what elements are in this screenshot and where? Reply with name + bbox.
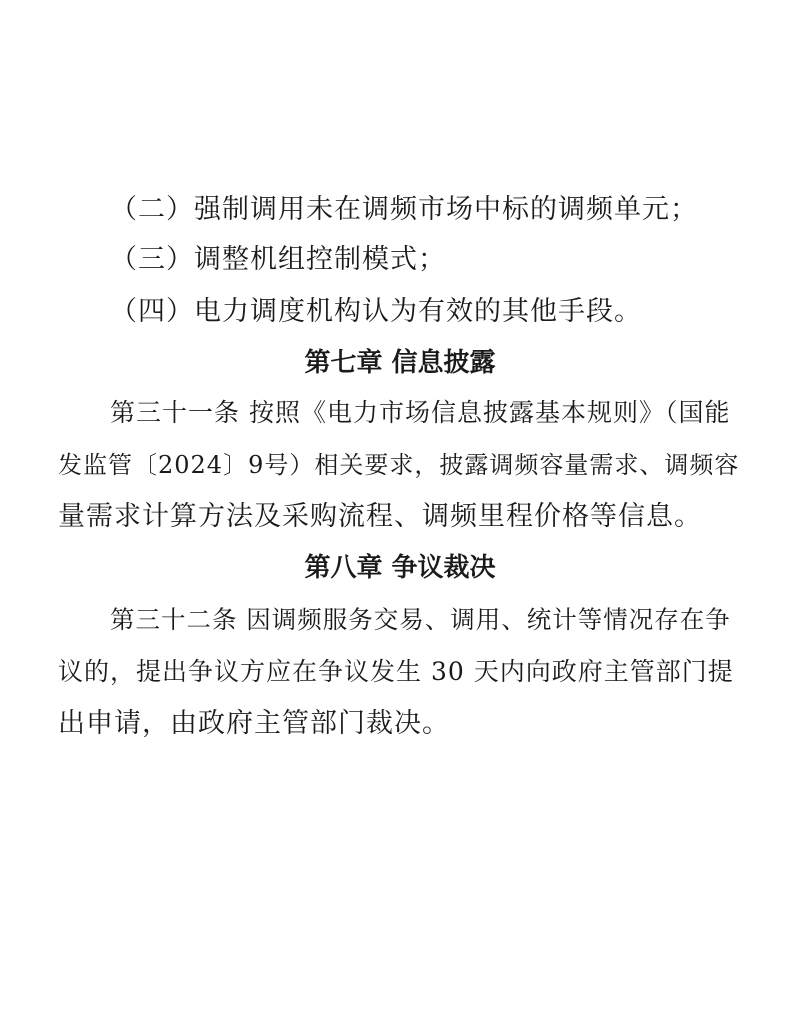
- chapter-7-heading: 第七章 信息披露: [304, 348, 496, 378]
- article-31-line-1: 第三十一条 按照《电力市场信息披露基本规则》（国能: [110, 398, 731, 427]
- list-item-4: （四）电力调度机构认为有效的其他手段。: [110, 296, 642, 327]
- article-32-line-1: 第三十二条 因调频服务交易、调用、统计等情况存在争: [110, 605, 731, 634]
- article-31-line-3: 量需求计算方法及采购流程、调频里程价格等信息。: [58, 501, 702, 532]
- article-32-line-3: 出申请，由政府主管部门裁决。: [58, 708, 450, 739]
- list-item-3: （三）调整机组控制模式；: [110, 244, 446, 275]
- article-31-line-2: 发监管〔2024〕9号）相关要求，披露调频容量需求、调频容: [58, 451, 740, 479]
- article-32-line-2: 议的，提出争议方应在争议发生 30 天内向政府主管部门提: [58, 657, 734, 686]
- chapter-8-heading: 第八章 争议裁决: [304, 553, 496, 583]
- list-item-2: （二）强制调用未在调频市场中标的调频单元；: [110, 194, 698, 225]
